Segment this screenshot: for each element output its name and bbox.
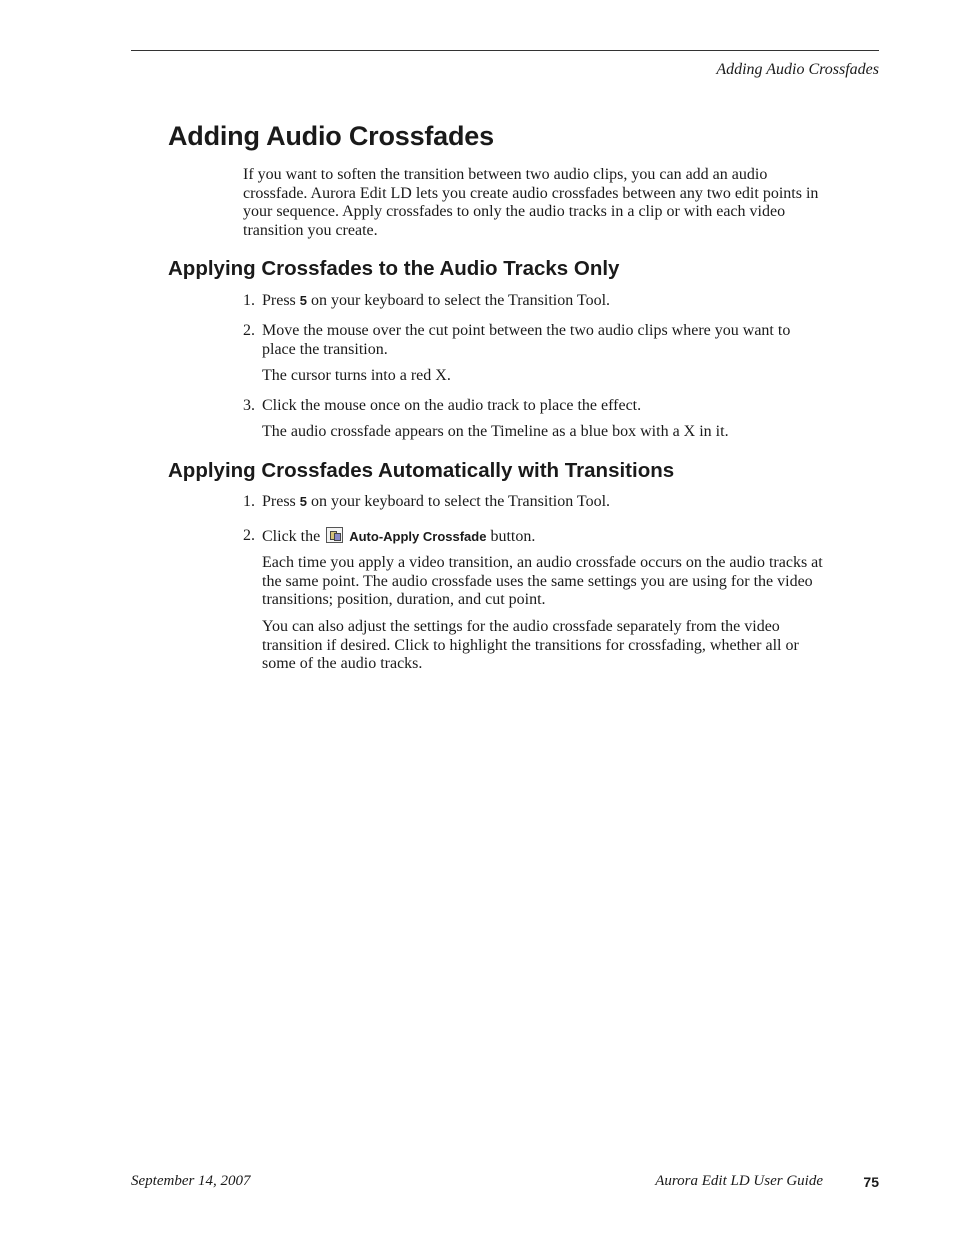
step-text: Press 5 on your keyboard to select the Transition Tool. — [262, 292, 611, 309]
page-number: 75 — [863, 1174, 879, 1190]
button-label: Auto-Apply Crossfade — [349, 529, 487, 544]
section-heading-audio-only: Applying Crossfades to the Audio Tracks Only — [168, 257, 620, 280]
footer-date: September 14, 2007 — [131, 1173, 251, 1189]
step-note: Each time you apply a video transition, an audio crossfade occurs on the audio tracks at the same point. The audio crossfade uses the same settings you are using for the video transitions; position, duration, and cut point. — [262, 554, 823, 609]
step-note: The cursor turns into a red X. — [262, 367, 451, 384]
step-number: 1. — [243, 292, 255, 309]
key-label: 5 — [299, 494, 308, 509]
step-number: 2. — [243, 322, 255, 339]
step-text: Click the Auto-Apply Crossfade button. — [262, 528, 536, 545]
step-note: The audio crossfade appears on the Timeline as a blue box with a X in it. — [262, 423, 729, 440]
step-number: 1. — [243, 493, 255, 510]
header-rule — [131, 50, 879, 51]
step-number: 2. — [243, 527, 255, 544]
step-text: Press 5 on your keyboard to select the Transition Tool. — [262, 493, 611, 510]
step-text: Move the mouse over the cut point between the two audio clips where you want to place the transition. — [262, 322, 791, 358]
key-label: 5 — [299, 293, 308, 308]
step-note: You can also adjust the settings for the audio crossfade separately from the video transition if desired. Click to highlight the transitions for crossfading, whether all or some of the audio tracks. — [262, 618, 799, 673]
section-heading-with-transitions: Applying Crossfades Automatically with Transitions — [168, 459, 675, 482]
intro-paragraph: If you want to soften the transition between two audio clips, you can add an audio crossfade. Aurora Edit LD lets you create audio crossfades between any two edit points in your sequence. Apply crossfades to only the audio tracks in a clip or with each video transition you create. — [243, 166, 819, 239]
step-number: 3. — [243, 397, 255, 414]
running-header: Adding Audio Crossfades — [716, 61, 879, 78]
page-title: Adding Audio Crossfades — [168, 121, 494, 151]
footer-guide-title: Aurora Edit LD User Guide — [655, 1173, 823, 1189]
step-text: Click the mouse once on the audio track to place the effect. — [262, 397, 642, 414]
auto-apply-crossfade-icon — [326, 527, 343, 543]
